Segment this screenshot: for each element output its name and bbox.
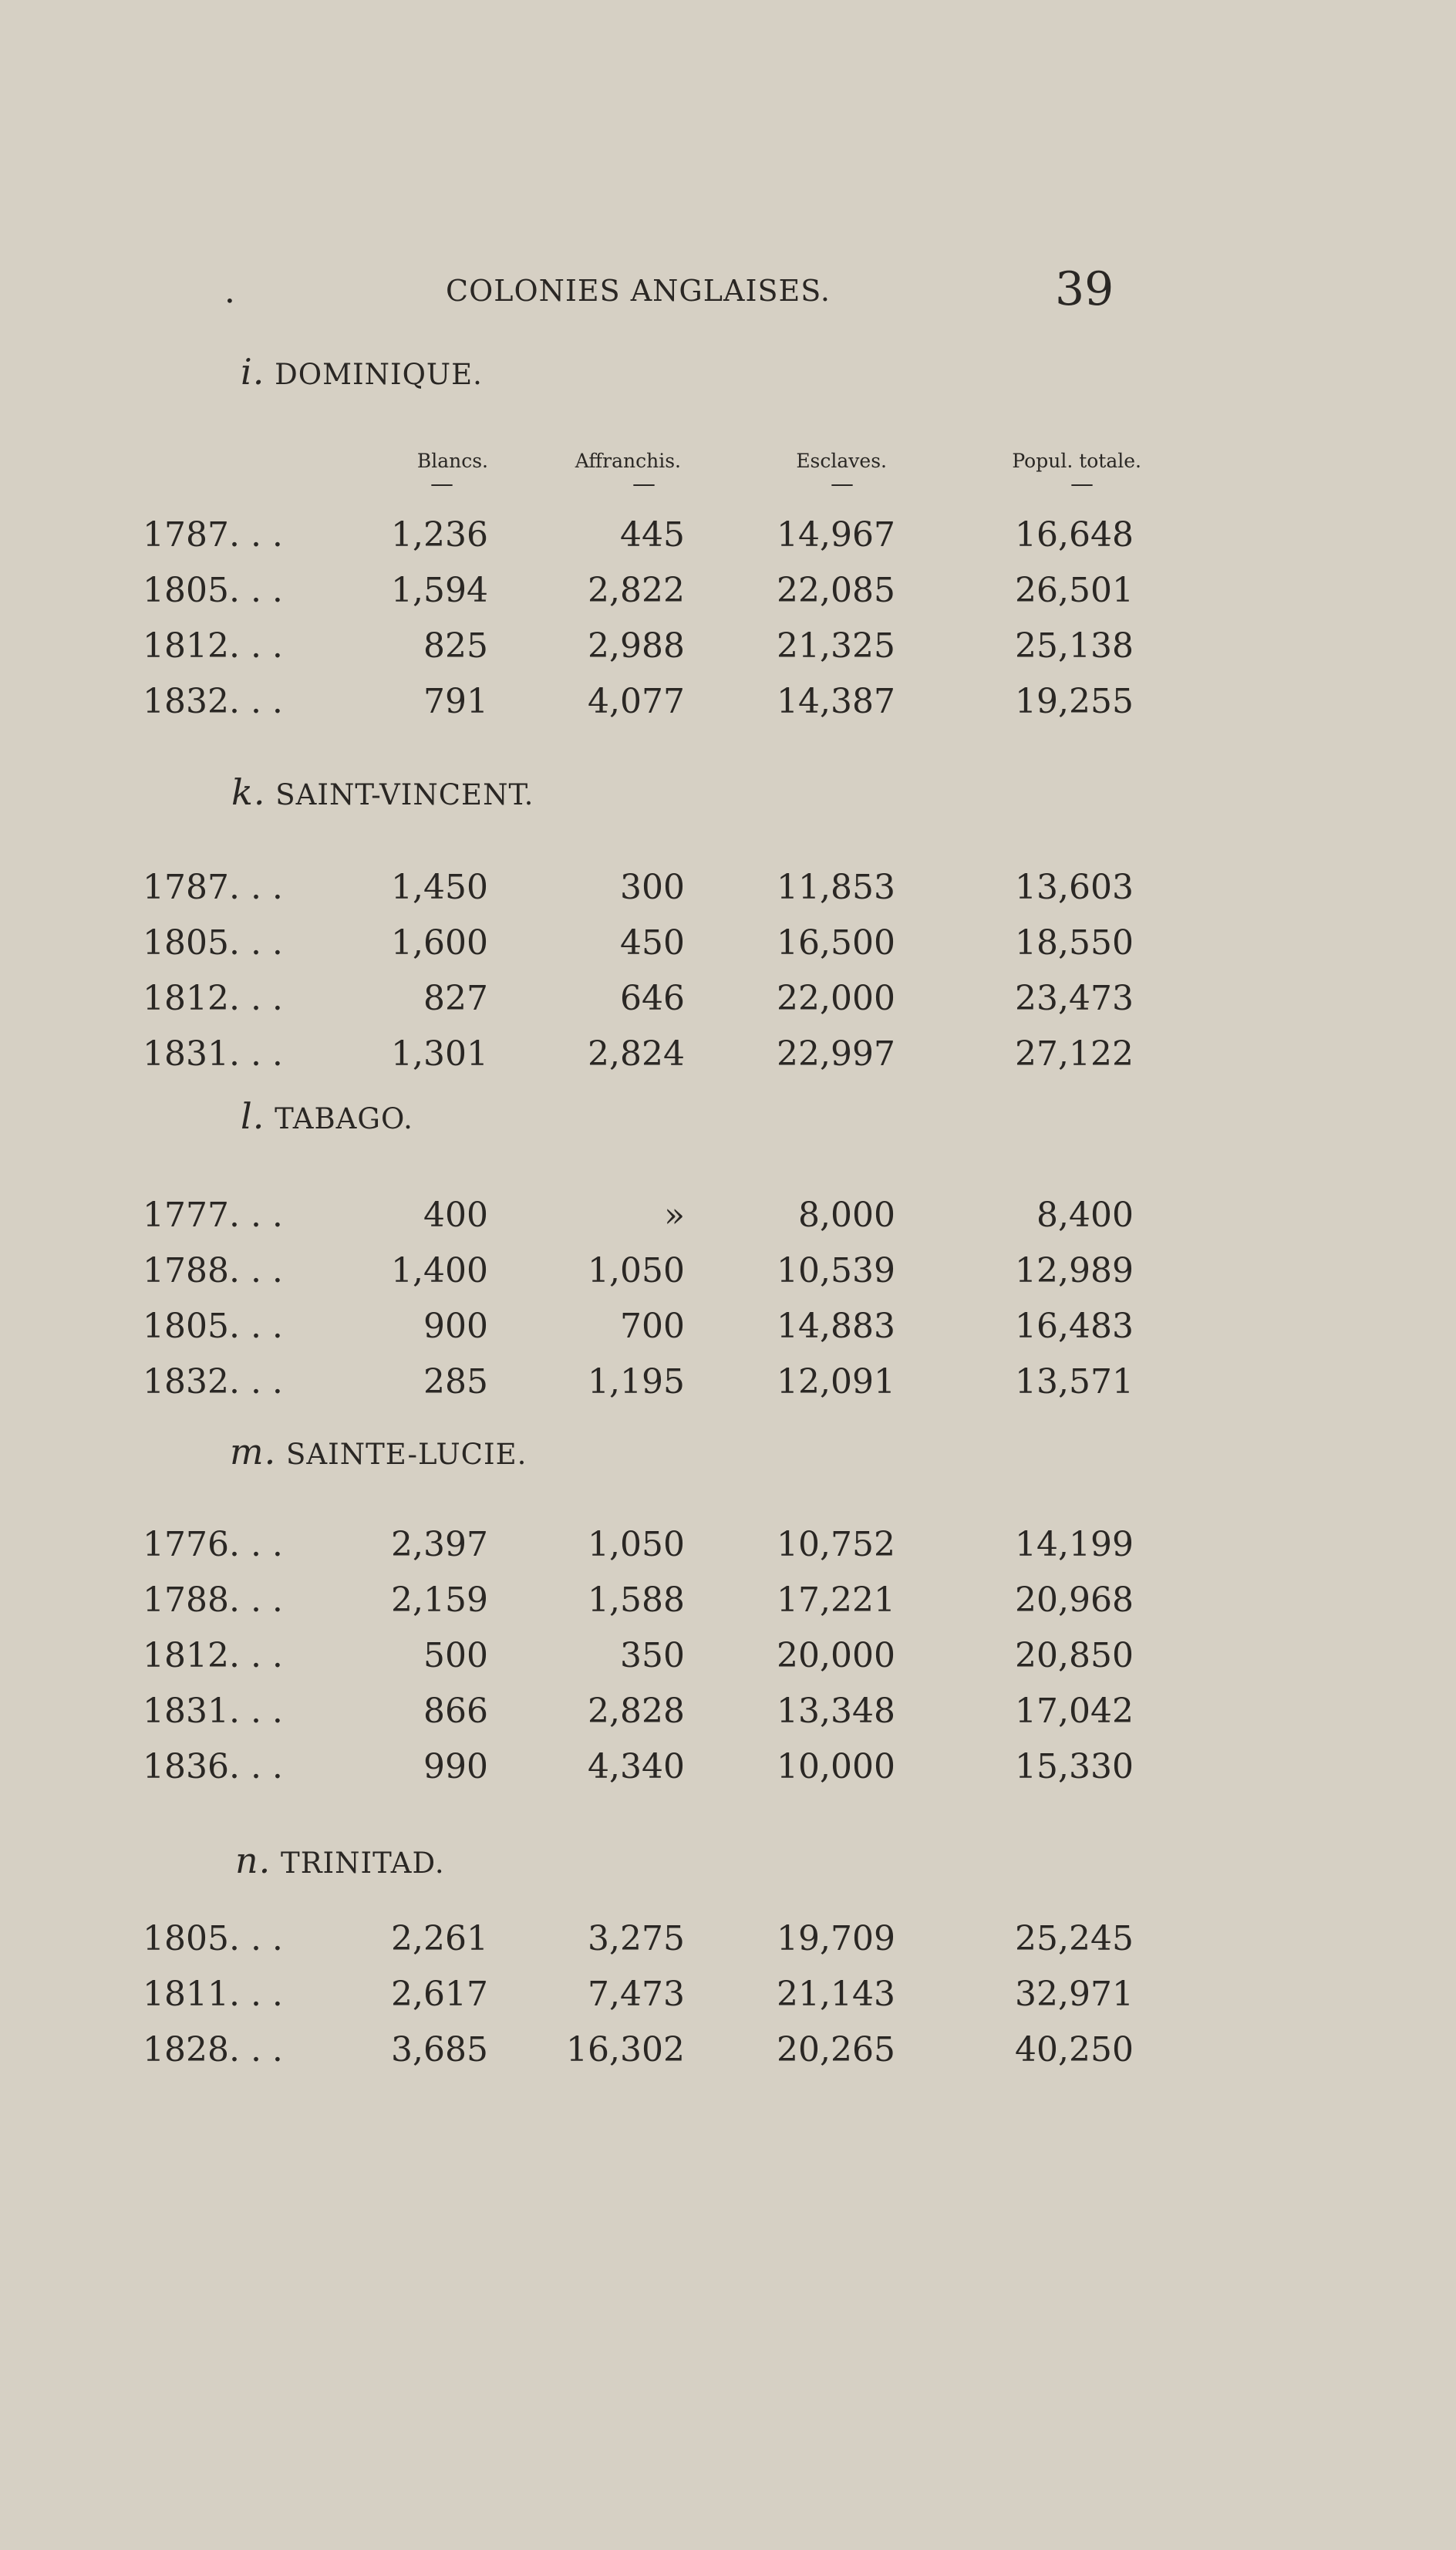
page-number: 39 xyxy=(1055,262,1114,316)
table-row xyxy=(0,1975,1456,2029)
row-affranchis: 16,302 xyxy=(566,2030,685,2069)
header-dash: — xyxy=(430,471,453,498)
table-row xyxy=(0,1747,1456,1801)
row-blancs: 791 xyxy=(423,682,488,721)
row-esclaves: 22,997 xyxy=(777,1034,895,1074)
row-year: 1805. . . xyxy=(143,923,283,963)
row-esclaves: 16,500 xyxy=(777,923,895,963)
row-blancs: 3,685 xyxy=(391,2030,488,2069)
row-popul-totale: 32,971 xyxy=(1015,1975,1134,2014)
row-year: 1776. . . xyxy=(143,1525,283,1564)
row-esclaves: 14,967 xyxy=(777,515,895,555)
row-affranchis: » xyxy=(664,1196,685,1235)
row-affranchis: 700 xyxy=(620,1307,685,1346)
table-row xyxy=(0,571,1456,625)
row-blancs: 1,301 xyxy=(391,1034,488,1074)
section-name: TRINITAD. xyxy=(271,1847,445,1880)
row-affranchis: 445 xyxy=(620,515,685,555)
section-letter: m. xyxy=(230,1431,277,1472)
row-esclaves: 22,000 xyxy=(777,979,895,1018)
row-esclaves: 14,387 xyxy=(777,682,895,721)
table-row xyxy=(0,923,1456,977)
table-row xyxy=(0,1034,1456,1088)
section-title xyxy=(241,351,483,393)
row-popul-totale: 19,255 xyxy=(1015,682,1134,721)
section-letter: i. xyxy=(241,351,265,393)
row-blancs: 900 xyxy=(423,1307,488,1346)
row-affranchis: 350 xyxy=(620,1636,685,1675)
row-popul-totale: 20,968 xyxy=(1015,1580,1134,1620)
section-letter: l. xyxy=(241,1095,265,1137)
row-affranchis: 2,988 xyxy=(588,626,685,666)
row-esclaves: 12,091 xyxy=(777,1362,895,1401)
row-year: 1812. . . xyxy=(143,626,283,666)
row-popul-totale: 13,603 xyxy=(1015,868,1134,907)
table-row xyxy=(0,1196,1456,1250)
section-title xyxy=(230,1431,527,1472)
table-row xyxy=(0,1307,1456,1361)
row-blancs: 2,261 xyxy=(391,1919,488,1958)
section-title xyxy=(235,1840,445,1881)
row-popul-totale: 14,199 xyxy=(1015,1525,1134,1564)
row-year: 1788. . . xyxy=(143,1580,283,1620)
row-esclaves: 17,221 xyxy=(777,1580,895,1620)
row-year: 1832. . . xyxy=(143,1362,283,1401)
section-name: SAINT-VINCENT. xyxy=(265,778,534,811)
row-year: 1787. . . xyxy=(143,868,283,907)
row-year: 1777. . . xyxy=(143,1196,283,1235)
row-blancs: 2,617 xyxy=(391,1975,488,2014)
row-blancs: 1,594 xyxy=(391,571,488,610)
table-row xyxy=(0,1580,1456,1634)
table-row xyxy=(0,1525,1456,1579)
row-blancs: 866 xyxy=(423,1692,488,1731)
row-affranchis: 1,050 xyxy=(588,1525,685,1564)
row-year: 1788. . . xyxy=(143,1251,283,1290)
row-blancs: 1,400 xyxy=(391,1251,488,1290)
row-year: 1831. . . xyxy=(143,1034,283,1074)
row-blancs: 2,397 xyxy=(391,1525,488,1564)
row-blancs: 990 xyxy=(423,1747,488,1786)
section-title xyxy=(241,1095,413,1137)
row-esclaves: 21,325 xyxy=(777,626,895,666)
running-head: COLONIES ANGLAISES. xyxy=(446,274,831,308)
row-esclaves: 11,853 xyxy=(777,868,895,907)
row-esclaves: 10,539 xyxy=(777,1251,895,1290)
header-blancs: Blancs. xyxy=(416,450,488,472)
row-affranchis: 646 xyxy=(620,979,685,1018)
header-popul-totale: Popul. totale. xyxy=(1012,450,1141,472)
table-row xyxy=(0,1636,1456,1690)
row-affranchis: 4,340 xyxy=(588,1747,685,1786)
table-row xyxy=(0,626,1456,680)
row-popul-totale: 8,400 xyxy=(1036,1196,1134,1235)
row-esclaves: 8,000 xyxy=(798,1196,895,1235)
row-year: 1805. . . xyxy=(143,571,283,610)
margin-mark: • xyxy=(225,292,234,310)
table-row xyxy=(0,1919,1456,1973)
section-name: TABAGO. xyxy=(265,1102,413,1135)
row-popul-totale: 25,245 xyxy=(1015,1919,1134,1958)
row-popul-totale: 20,850 xyxy=(1015,1636,1134,1675)
row-year: 1811. . . xyxy=(143,1975,283,2014)
row-popul-totale: 16,648 xyxy=(1015,515,1134,555)
row-affranchis: 2,828 xyxy=(588,1692,685,1731)
row-affranchis: 1,050 xyxy=(588,1251,685,1290)
row-affranchis: 450 xyxy=(620,923,685,963)
row-popul-totale: 26,501 xyxy=(1015,571,1134,610)
row-blancs: 2,159 xyxy=(391,1580,488,1620)
row-blancs: 825 xyxy=(423,626,488,666)
section-letter: k. xyxy=(231,771,266,813)
table-row xyxy=(0,1362,1456,1416)
row-year: 1805. . . xyxy=(143,1307,283,1346)
row-esclaves: 14,883 xyxy=(777,1307,895,1346)
row-popul-totale: 27,122 xyxy=(1015,1034,1134,1074)
row-affranchis: 3,275 xyxy=(588,1919,685,1958)
section-letter: n. xyxy=(235,1840,271,1881)
row-blancs: 285 xyxy=(423,1362,488,1401)
row-affranchis: 300 xyxy=(620,868,685,907)
row-affranchis: 2,824 xyxy=(588,1034,685,1074)
header-affranchis: Affranchis. xyxy=(575,450,681,472)
row-popul-totale: 40,250 xyxy=(1015,2030,1134,2069)
row-esclaves: 10,752 xyxy=(777,1525,895,1564)
header-dash: — xyxy=(1070,471,1094,498)
row-esclaves: 22,085 xyxy=(777,571,895,610)
row-esclaves: 20,000 xyxy=(777,1636,895,1675)
row-year: 1787. . . xyxy=(143,515,283,555)
header-dash: — xyxy=(831,471,854,498)
row-popul-totale: 23,473 xyxy=(1015,979,1134,1018)
row-blancs: 1,450 xyxy=(391,868,488,907)
table-row xyxy=(0,1692,1456,1746)
row-popul-totale: 25,138 xyxy=(1015,626,1134,666)
row-esclaves: 10,000 xyxy=(777,1747,895,1786)
row-popul-totale: 17,042 xyxy=(1015,1692,1134,1731)
row-popul-totale: 15,330 xyxy=(1015,1747,1134,1786)
table-row xyxy=(0,2030,1456,2084)
row-esclaves: 13,348 xyxy=(777,1692,895,1731)
row-year: 1831. . . xyxy=(143,1692,283,1731)
row-blancs: 400 xyxy=(423,1196,488,1235)
row-popul-totale: 16,483 xyxy=(1015,1307,1134,1346)
row-year: 1805. . . xyxy=(143,1919,283,1958)
table-row xyxy=(0,1251,1456,1305)
row-affranchis: 4,077 xyxy=(588,682,685,721)
section-title xyxy=(231,771,534,813)
row-year: 1812. . . xyxy=(143,1636,283,1675)
table-row xyxy=(0,868,1456,922)
header-esclaves: Esclaves. xyxy=(796,450,887,472)
row-year: 1828. . . xyxy=(143,2030,283,2069)
row-popul-totale: 18,550 xyxy=(1015,923,1134,963)
row-blancs: 827 xyxy=(423,979,488,1018)
row-esclaves: 21,143 xyxy=(777,1975,895,2014)
section-name: DOMINIQUE. xyxy=(265,358,483,391)
row-affranchis: 1,588 xyxy=(588,1580,685,1620)
row-year: 1832. . . xyxy=(143,682,283,721)
header-dash: — xyxy=(632,471,656,498)
table-row xyxy=(0,979,1456,1033)
row-blancs: 500 xyxy=(423,1636,488,1675)
section-name: SAINTE-LUCIE. xyxy=(276,1438,527,1471)
row-blancs: 1,600 xyxy=(391,923,488,963)
row-popul-totale: 12,989 xyxy=(1015,1251,1134,1290)
row-year: 1836. . . xyxy=(143,1747,283,1786)
table-row xyxy=(0,682,1456,736)
row-blancs: 1,236 xyxy=(391,515,488,555)
row-popul-totale: 13,571 xyxy=(1015,1362,1134,1401)
table-row xyxy=(0,515,1456,569)
row-year: 1812. . . xyxy=(143,979,283,1018)
row-affranchis: 7,473 xyxy=(588,1975,685,2014)
row-esclaves: 19,709 xyxy=(777,1919,895,1958)
row-esclaves: 20,265 xyxy=(777,2030,895,2069)
row-affranchis: 2,822 xyxy=(588,571,685,610)
row-affranchis: 1,195 xyxy=(588,1362,685,1401)
